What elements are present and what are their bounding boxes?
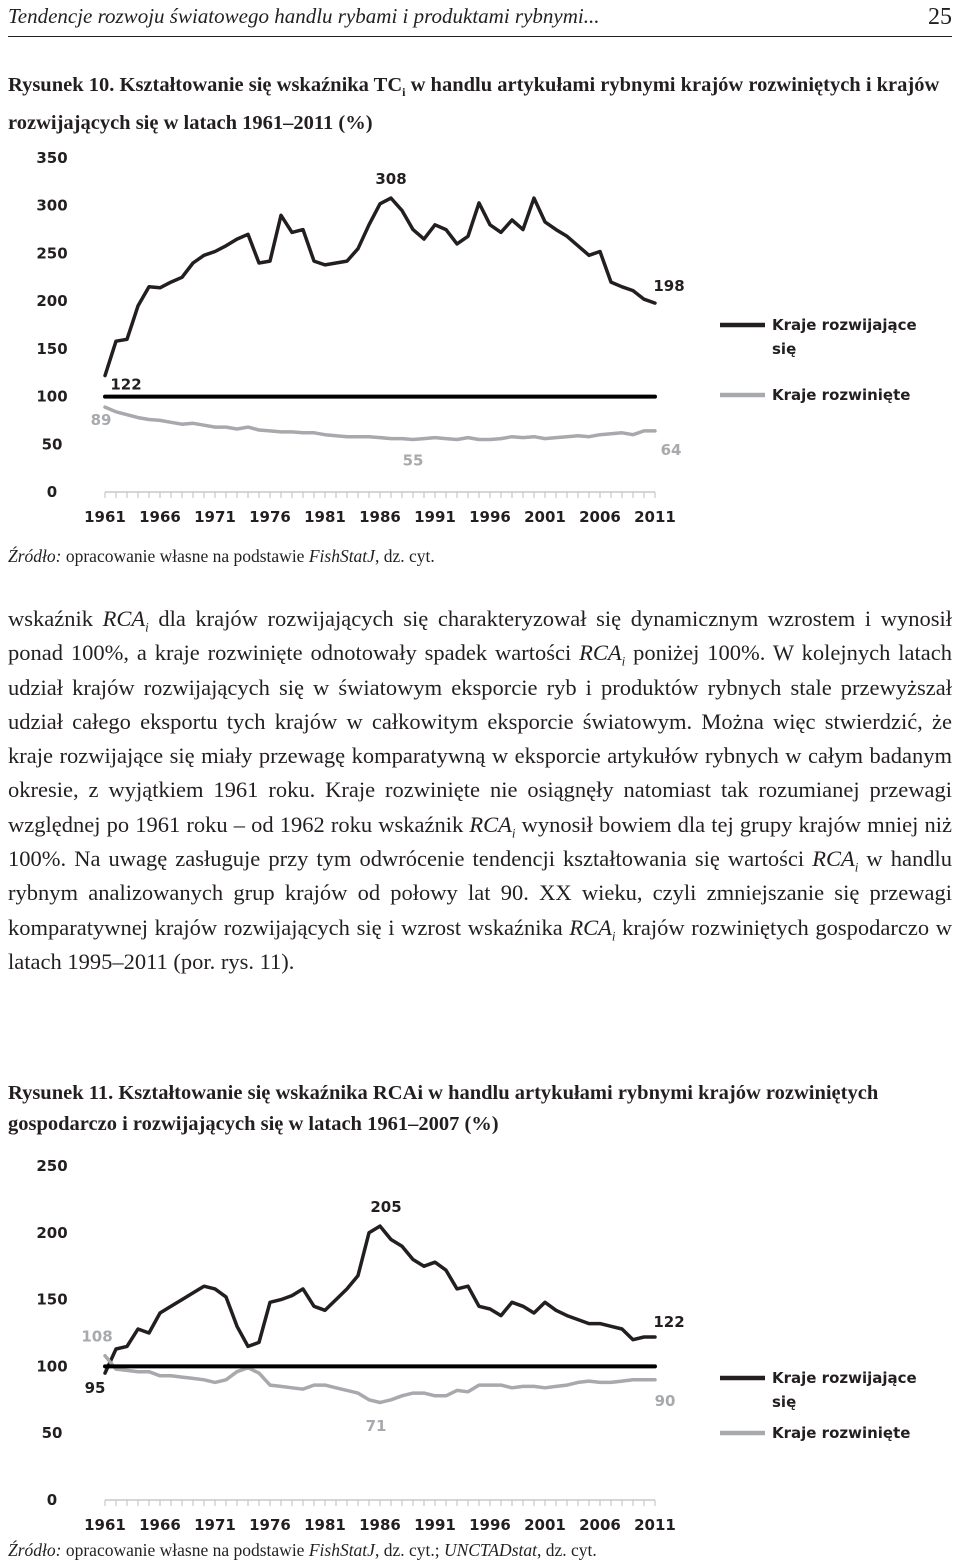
source-mid: , dz. cyt.; [374, 1540, 440, 1560]
x-tick-label: 1966 [139, 1516, 181, 1534]
figure-10-chart [30, 140, 930, 535]
series-line-developing [105, 198, 655, 376]
data-label: 95 [84, 1379, 106, 1398]
data-label: 308 [375, 170, 407, 189]
x-tick-label: 1996 [469, 1516, 511, 1534]
y-tick-label: 200 [36, 292, 68, 311]
legend-label-line: Kraje rozwijające [772, 316, 917, 334]
legend-label-developing [772, 316, 917, 358]
source-database-1: FishStatJ [308, 1540, 375, 1560]
source-text: opracowanie własne na podstawie [65, 1540, 305, 1560]
figure-10-title-a: Kształtowanie się wskaźnika TC [119, 74, 403, 96]
x-tick-label: 1996 [469, 508, 511, 526]
figure-10-title-sub: i [402, 85, 406, 100]
legend-label-developed: Kraje rozwinięte [772, 386, 911, 404]
figure-10-title-b: w handlu artykułami rybnymi krajów rozwiniętych i krajów rozwijających się w latach 1961–2011 (%) [8, 74, 940, 135]
data-label: 122 [110, 375, 142, 394]
y-tick-label: 0 [46, 1491, 58, 1509]
body-paragraph: wskaźnik $RCA_i$ dla krajów rozwijających się charakteryzował się dynamicznym wzrostem i wynosił ponad 100%, a kraje rozwinięte odnotowały spadek wartości $RCA_i$ poniżej 100%. W kolejnych latach udział krajów rozwijających się w światowym eksporcie ryb i produktów rybnych stale przewyższał udział całego eksportu tych krajów w całkowitym eksporcie światowym. Można więc stwierdzić, że kraje rozwijające się miały przewagę komparatywną w eksporcie artykułów rybnych w całym badanym okresie, z wyjątkiem 1961 roku. Kraje rozwinięte nie osiągnęły natomiast tak rozumianej przewagi względnej po 1961 roku – od 1962 roku wskaźnik $RCA_i$ wynosił bowiem dla tej grupy krajów mniej niż 100%. Na uwagę zasługuje przy tym odwrócenie tendencji kształtowania się wartości $RCA_i$ w handlu rybnym analizowanych grup krajów od połowy lat 90. XX wieku, czyli zmniejszanie się przewagi komparatywnej krajów rozwijających się i wzrost wskaźnika $RCA_i$ krajów rozwiniętych gospodarczo w latach 1995–2011 (por. rys. 11). [8, 606, 953, 974]
y-tick-label: 350 [36, 149, 68, 167]
figure-10-source [8, 546, 435, 567]
x-tick-label: 1976 [249, 1516, 291, 1534]
y-tick-label: 250 [36, 244, 68, 263]
legend-label-line: się [772, 1393, 797, 1411]
y-tick-label: 50 [41, 435, 63, 454]
figure-11-title: Kształtowanie się wskaźnika RCAi w handlu artykułami rybnymi krajów rozwiniętych gospodarczo i rozwijających się w latach 1961–2007 (%) [8, 1082, 879, 1135]
legend-label-developing [772, 1369, 917, 1411]
data-label: 71 [365, 1417, 387, 1436]
data-label: 205 [370, 1198, 402, 1217]
x-tick-label: 1961 [84, 508, 126, 526]
data-label: 198 [653, 277, 685, 296]
figure-11-chart [30, 1148, 930, 1543]
y-tick-label: 100 [36, 387, 68, 406]
x-tick-label: 2006 [579, 1516, 621, 1534]
legend-label-line: się [772, 340, 797, 358]
data-label: 64 [660, 440, 682, 459]
y-tick-label: 250 [36, 1157, 68, 1175]
legend-label-developed: Kraje rozwinięte [772, 1424, 911, 1442]
y-tick-label: 100 [36, 1357, 68, 1376]
x-tick-label: 1966 [139, 508, 181, 526]
data-label: 89 [90, 411, 112, 430]
x-tick-label: 2011 [634, 1516, 676, 1534]
x-tick-label: 2001 [524, 508, 566, 526]
y-tick-label: 0 [46, 483, 58, 501]
source-database-2: UNCTADstat [443, 1540, 537, 1560]
x-tick-label: 1971 [194, 1516, 236, 1534]
source-label: Źródło: [8, 1540, 62, 1560]
figure-10-label: Rysunek 10. [8, 74, 115, 96]
data-label: 108 [81, 1327, 113, 1346]
y-tick-label: 200 [36, 1223, 68, 1242]
x-tick-label: 2001 [524, 1516, 566, 1534]
figure-11-caption [8, 1078, 952, 1140]
source-suffix: , dz. cyt. [536, 1540, 597, 1560]
source-suffix: , dz. cyt. [374, 546, 435, 566]
running-title: Tendencje rozwoju światowego handlu rybami i produktami rybnymi... [8, 4, 600, 28]
x-tick-label: 1961 [84, 1516, 126, 1534]
data-label: 90 [654, 1391, 676, 1410]
y-tick-label: 150 [36, 339, 68, 358]
y-tick-label: 50 [41, 1424, 63, 1443]
figure-11-label: Rysunek 11. [8, 1082, 114, 1104]
source-label: Źródło: [8, 546, 62, 566]
x-tick-label: 1986 [359, 508, 401, 526]
x-tick-label: 2006 [579, 508, 621, 526]
data-label: 122 [653, 1313, 685, 1332]
x-tick-label: 1976 [249, 508, 291, 526]
x-tick-label: 1971 [194, 508, 236, 526]
x-tick-label: 1981 [304, 508, 346, 526]
x-tick-label: 1986 [359, 1516, 401, 1534]
series-line-developed [105, 1356, 655, 1403]
x-tick-label: 1991 [414, 508, 456, 526]
y-tick-label: 300 [36, 196, 68, 215]
source-text: opracowanie własne na podstawie [65, 546, 305, 566]
x-tick-label: 1981 [304, 1516, 346, 1534]
page-header [8, 0, 952, 37]
source-database: FishStatJ [308, 546, 375, 566]
x-tick-label: 2011 [634, 508, 676, 526]
y-tick-label: 150 [36, 1290, 68, 1309]
figure-11-source [8, 1540, 597, 1561]
x-tick-label: 1991 [414, 1516, 456, 1534]
data-label: 55 [402, 451, 424, 470]
series-line-developing [105, 1226, 655, 1373]
legend-label-line: Kraje rozwijające [772, 1369, 917, 1387]
figure-10-caption [8, 70, 952, 139]
series-line-developed [105, 407, 655, 439]
page-number: 25 [928, 4, 952, 30]
